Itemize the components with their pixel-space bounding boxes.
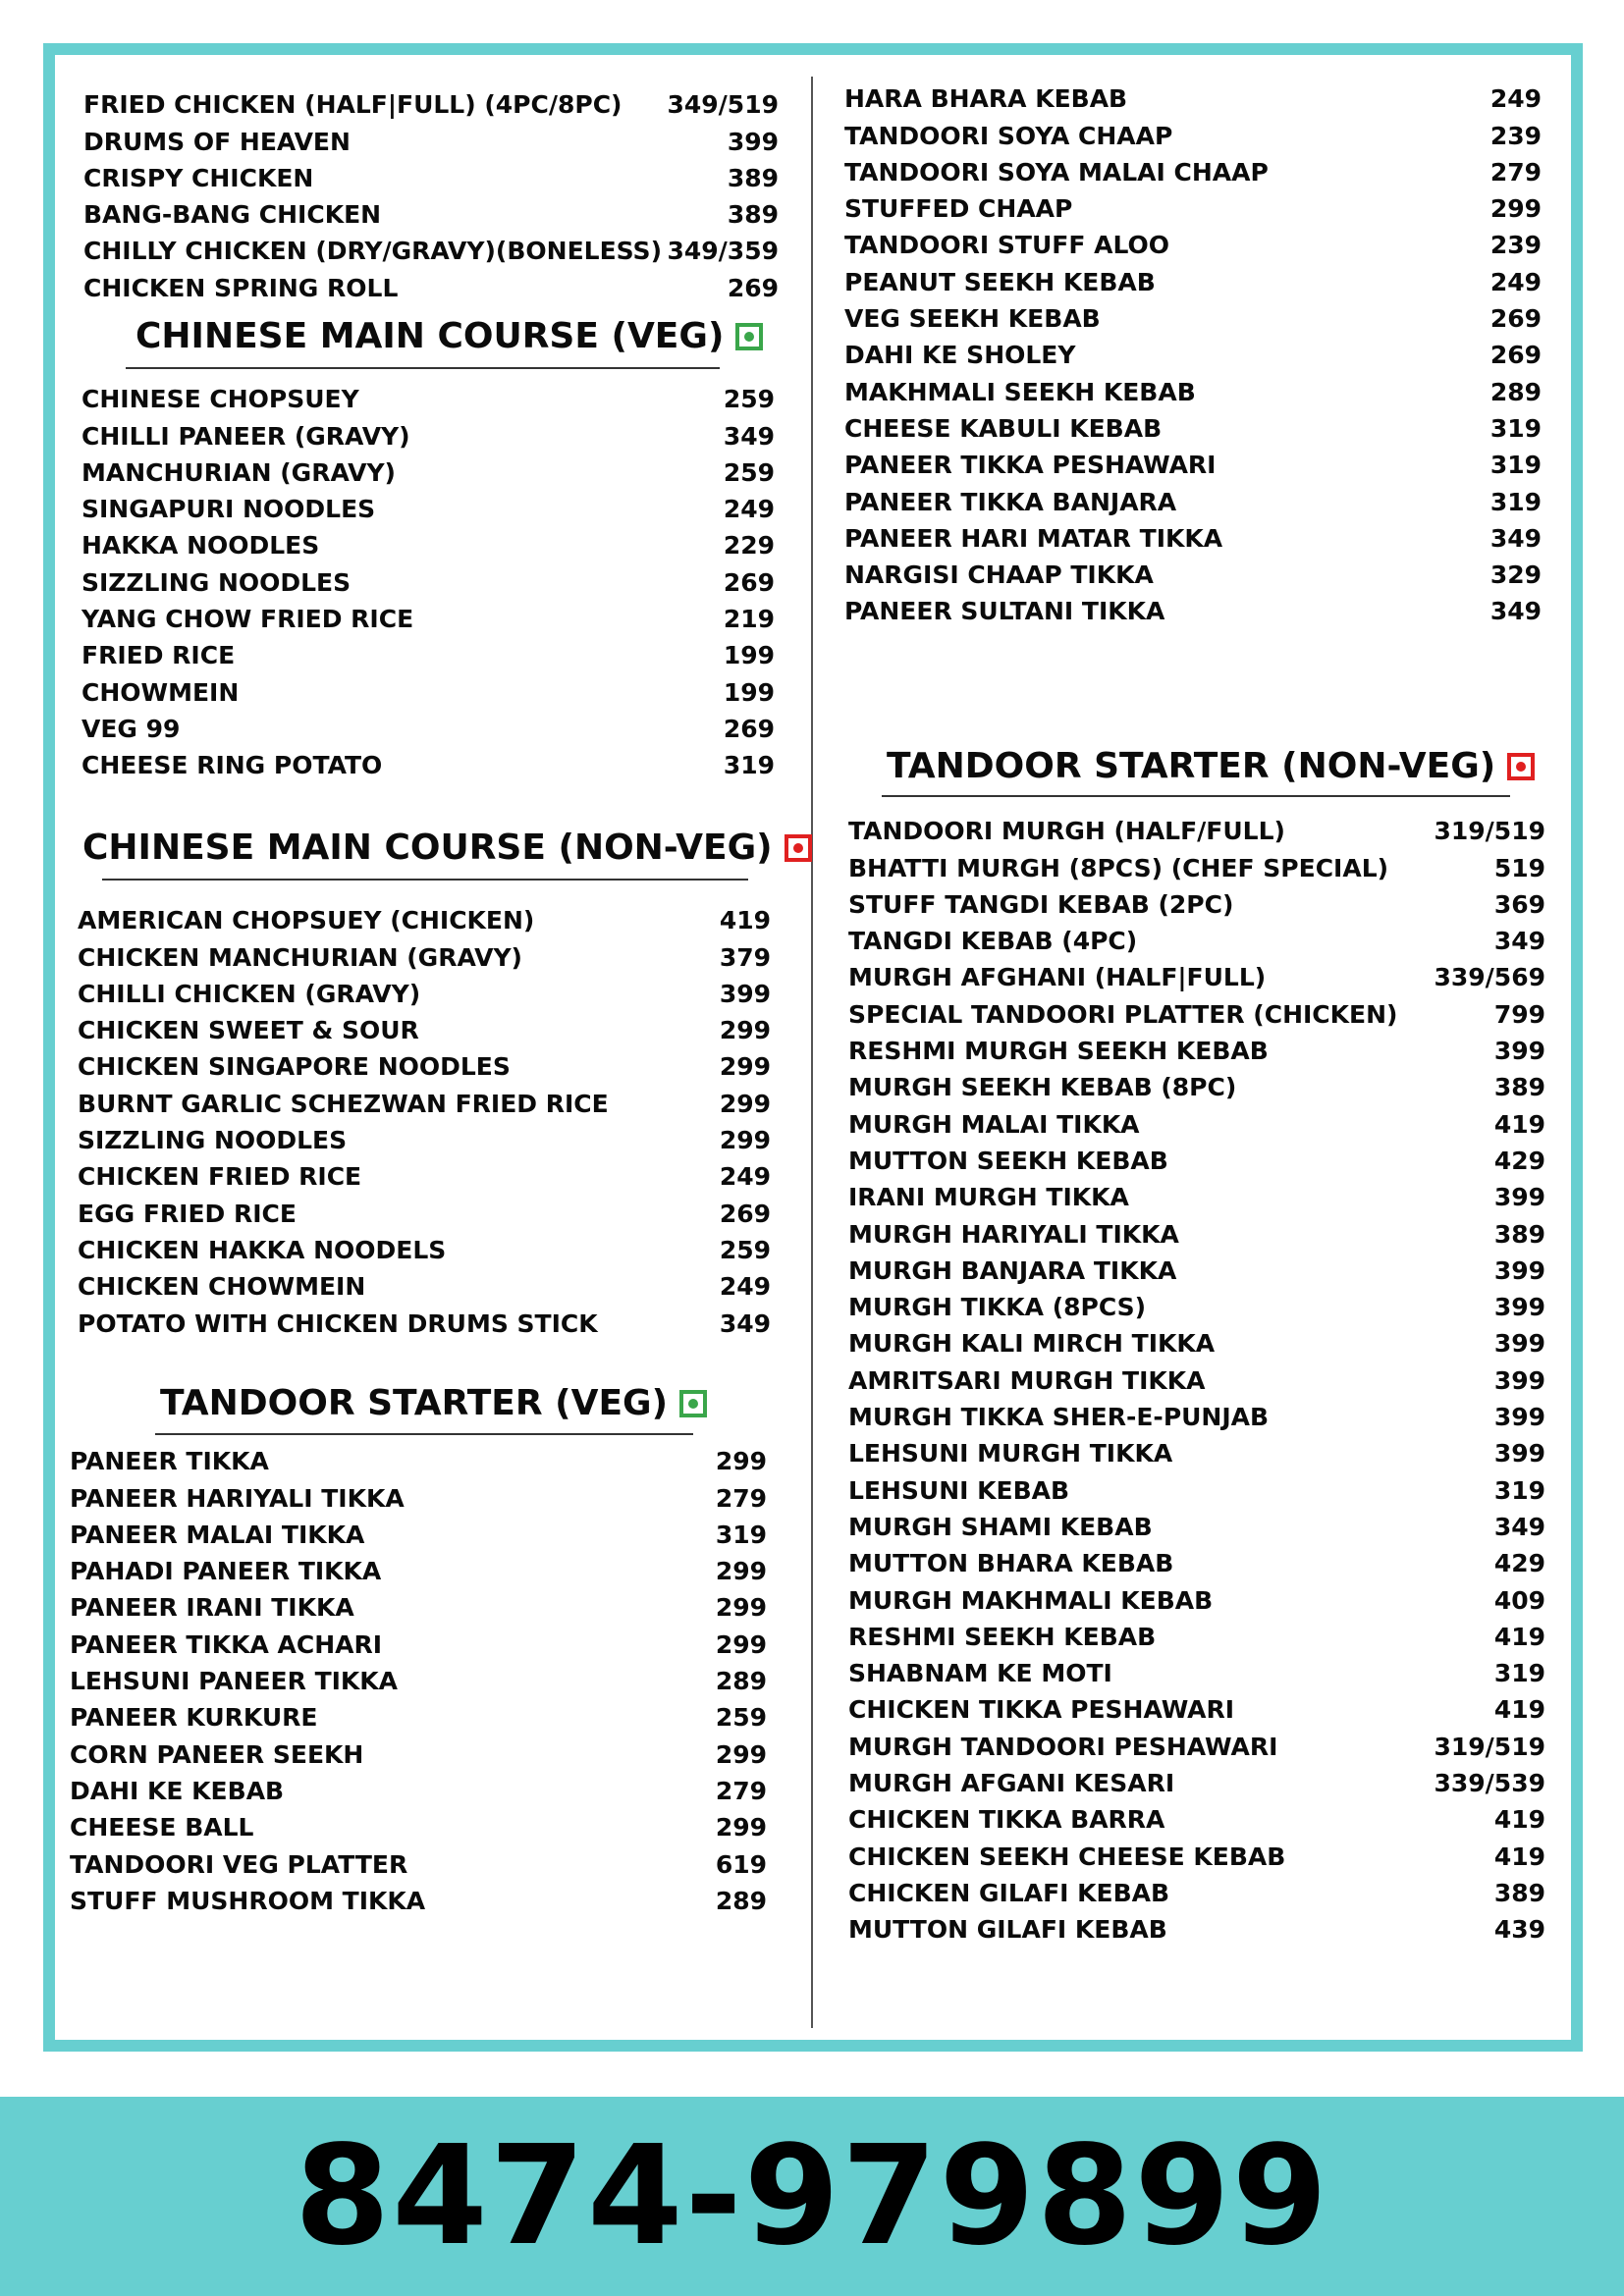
menu-item-row: [81, 597, 775, 633]
menu-item-price: 399: [1493, 1255, 1545, 1285]
menu-item-name: DRUMS OF HEAVEN: [83, 127, 351, 156]
menu-item-price: 319: [1493, 1475, 1545, 1505]
menu-item-price: 419: [1493, 1109, 1545, 1139]
menu-item-price: 259: [723, 385, 775, 414]
menu-item-price: 299: [715, 1557, 767, 1586]
menu-item-name: MANCHURIAN (GRAVY): [81, 457, 396, 487]
menu-item-name: MURGH KALI MIRCH TIKKA: [848, 1329, 1216, 1359]
menu-item-row: [70, 1622, 767, 1658]
menu-item-row: [848, 1358, 1545, 1394]
menu-item-price: 339/569: [1434, 963, 1545, 992]
menu-item-row: [848, 1139, 1545, 1175]
menu-item-name: CHICKEN GILAFI KEBAB: [848, 1878, 1170, 1907]
menu-item-price: 299: [719, 1052, 771, 1082]
menu-item-price: 429: [1493, 1146, 1545, 1175]
menu-item-price: 319/519: [1434, 817, 1545, 846]
menu-item-row: [848, 1907, 1545, 1944]
menu-item-row: [844, 443, 1542, 479]
chinese-nonveg-items: [78, 898, 771, 1338]
menu-item-price: 799: [1493, 999, 1545, 1029]
menu-item-name: PANEER TIKKA ACHARI: [70, 1629, 383, 1659]
menu-item-price: 519: [1493, 853, 1545, 882]
menu-item-price: 289: [715, 1886, 767, 1915]
menu-item-row: [83, 229, 779, 265]
menu-item-row: [78, 972, 771, 1008]
menu-item-row: [848, 1687, 1545, 1724]
menu-item-price: 419: [1493, 1622, 1545, 1651]
menu-item-name: STUFF MUSHROOM TIKKA: [70, 1886, 426, 1915]
menu-item-name: LEHSUNI KEBAB: [848, 1475, 1070, 1505]
menu-item-name: CHICKEN FRIED RICE: [78, 1162, 362, 1192]
menu-item-row: [81, 451, 775, 487]
section-underline: [102, 879, 748, 881]
menu-item-row: [848, 1761, 1545, 1797]
menu-item-price: 349/359: [667, 237, 779, 266]
menu-item-row: [70, 1549, 767, 1585]
menu-item-price: 259: [719, 1235, 771, 1264]
menu-item-name: PANEER SULTANI TIKKA: [844, 597, 1165, 626]
menu-item-row: [70, 1475, 767, 1512]
menu-item-price: 299: [719, 1016, 771, 1045]
menu-item-name: DAHI KE KEBAB: [70, 1776, 285, 1805]
menu-item-price: 389: [1493, 1878, 1545, 1907]
menu-item-price: 319: [1489, 413, 1542, 443]
menu-item-row: [844, 150, 1542, 187]
menu-item-price: 239: [1489, 231, 1542, 260]
menu-item-price: 269: [1489, 341, 1542, 370]
menu-item-name: MURGH BANJARA TIKKA: [848, 1255, 1177, 1285]
menu-item-row: [78, 1008, 771, 1044]
menu-item-price: 229: [723, 531, 775, 561]
menu-item-name: BANG-BANG CHICKEN: [83, 200, 382, 230]
menu-item-price: 299: [715, 1447, 767, 1476]
menu-item-row: [848, 809, 1545, 845]
menu-item-price: 299: [715, 1739, 767, 1769]
menu-item-name: SPECIAL TANDOORI PLATTER (CHICKEN): [848, 999, 1398, 1029]
menu-item-name: PANEER TIKKA PESHAWARI: [844, 451, 1217, 480]
menu-item-name: TANDOORI STUFF ALOO: [844, 231, 1170, 260]
menu-item-name: MUTTON BHARA KEBAB: [848, 1549, 1174, 1578]
menu-item-price: 389: [1493, 1073, 1545, 1102]
menu-item-row: [83, 265, 779, 301]
menu-item-price: 399: [1493, 1329, 1545, 1359]
menu-item-row: [70, 1513, 767, 1549]
section-underline: [882, 795, 1510, 797]
menu-item-name: AMRITSARI MURGH TIKKA: [848, 1365, 1206, 1395]
menu-item-price: 299: [719, 1126, 771, 1155]
menu-item-name: CHICKEN SWEET & SOUR: [78, 1016, 419, 1045]
menu-item-price: 399: [727, 127, 779, 156]
menu-item-row: [848, 1468, 1545, 1504]
section-underline: [126, 367, 720, 369]
menu-item-row: [848, 991, 1545, 1028]
menu-item-price: 319: [723, 751, 775, 780]
menu-item-name: CHICKEN TIKKA PESHAWARI: [848, 1695, 1235, 1725]
menu-item-price: 349: [1489, 523, 1542, 553]
menu-item-name: CHICKEN TIKKA BARRA: [848, 1805, 1165, 1835]
menu-item-price: 289: [1489, 377, 1542, 406]
menu-item-price: 319: [1493, 1659, 1545, 1688]
menu-item-name: VEG SEEKH KEBAB: [844, 304, 1101, 334]
menu-item-row: [848, 1211, 1545, 1248]
menu-item-name: LEHSUNI PANEER TIKKA: [70, 1667, 399, 1696]
menu-item-name: PANEER TIKKA: [70, 1447, 269, 1476]
menu-item-row: [848, 1797, 1545, 1834]
menu-item-row: [844, 259, 1542, 295]
menu-item-name: MAKHMALI SEEKH KEBAB: [844, 377, 1196, 406]
menu-item-name: CHEESE KABULI KEBAB: [844, 413, 1163, 443]
menu-item-price: 269: [723, 567, 775, 597]
menu-item-name: CHEESE BALL: [70, 1813, 254, 1842]
section-title-chinese-nonveg: [82, 828, 812, 868]
menu-item-price: 419: [1493, 1842, 1545, 1871]
menu-item-price: 439: [1493, 1915, 1545, 1945]
section-title-text: CHINESE MAIN COURSE (VEG): [135, 316, 725, 356]
menu-item-price: 349/519: [667, 90, 779, 120]
menu-item-row: [83, 156, 779, 192]
menu-item-row: [844, 113, 1542, 149]
menu-item-row: [848, 882, 1545, 919]
menu-item-row: [848, 1541, 1545, 1577]
menu-item-row: [848, 955, 1545, 991]
menu-item-name: CHICKEN SPRING ROLL: [83, 273, 399, 302]
menu-item-name: FRIED RICE: [81, 641, 236, 670]
menu-item-row: [844, 333, 1542, 369]
menu-item-price: 279: [715, 1776, 767, 1805]
menu-item-row: [844, 187, 1542, 223]
menu-item-row: [848, 1615, 1545, 1651]
menu-item-price: 299: [715, 1813, 767, 1842]
menu-item-price: 409: [1493, 1585, 1545, 1615]
menu-item-price: 369: [1493, 889, 1545, 919]
menu-item-row: [78, 1081, 771, 1117]
menu-item-row: [848, 1065, 1545, 1101]
menu-item-row: [70, 1842, 767, 1878]
menu-item-name: PANEER IRANI TIKKA: [70, 1593, 354, 1623]
footer-band: [0, 2097, 1624, 2296]
menu-item-name: BHATTI MURGH (8PCS) (CHEF SPECIAL): [848, 853, 1389, 882]
menu-item-price: 199: [723, 641, 775, 670]
menu-item-price: 299: [1489, 194, 1542, 224]
menu-item-name: SIZZLING NOODLES: [78, 1126, 348, 1155]
menu-item-name: PEANUT SEEKH KEBAB: [844, 267, 1156, 296]
menu-item-price: 379: [719, 942, 771, 972]
menu-item-name: BURNT GARLIC SCHEZWAN FRIED RICE: [78, 1089, 609, 1118]
menu-item-row: [844, 296, 1542, 333]
menu-item-row: [70, 1439, 767, 1475]
menu-item-name: MURGH TANDOORI PESHAWARI: [848, 1732, 1278, 1761]
menu-item-row: [844, 223, 1542, 259]
menu-item-name: EGG FRIED RICE: [78, 1199, 297, 1228]
menu-item-row: [81, 633, 775, 669]
menu-item-price: 399: [1493, 1439, 1545, 1468]
menu-item-row: [81, 669, 775, 706]
menu-item-row: [70, 1769, 767, 1805]
tandoor-nonveg-items: [848, 809, 1545, 1944]
menu-item-name: AMERICAN CHOPSUEY (CHICKEN): [78, 906, 535, 935]
menu-item-name: POTATO WITH CHICKEN DRUMS STICK: [78, 1308, 598, 1338]
menu-item-name: CHICKEN CHOWMEIN: [78, 1272, 366, 1302]
menu-item-row: [844, 77, 1542, 113]
menu-item-name: PANEER TIKKA BANJARA: [844, 487, 1177, 516]
menu-item-row: [848, 1249, 1545, 1285]
menu-item-row: [848, 1871, 1545, 1907]
menu-item-price: 419: [1493, 1805, 1545, 1835]
menu-item-price: 239: [1489, 121, 1542, 150]
menu-item-name: PAHADI PANEER TIKKA: [70, 1557, 382, 1586]
menu-item-price: 259: [715, 1703, 767, 1733]
menu-item-row: [78, 1118, 771, 1154]
menu-item-price: 249: [719, 1162, 771, 1192]
menu-item-row: [848, 1577, 1545, 1614]
menu-item-name: MURGH TIKKA SHER-E-PUNJAB: [848, 1403, 1270, 1432]
menu-item-price: 389: [727, 163, 779, 192]
menu-item-name: MUTTON GILAFI KEBAB: [848, 1915, 1167, 1945]
menu-item-row: [844, 553, 1542, 589]
menu-item-price: 419: [719, 906, 771, 935]
menu-item-price: 349: [1493, 927, 1545, 956]
section-title-text: CHINESE MAIN COURSE (NON-VEG): [82, 828, 773, 868]
menu-item-price: 269: [723, 714, 775, 743]
menu-item-price: 329: [1489, 561, 1542, 590]
menu-item-row: [78, 934, 771, 971]
menu-item-price: 249: [723, 495, 775, 524]
menu-item-name: CHICKEN SEEKH CHEESE KEBAB: [848, 1842, 1286, 1871]
section-title-tandoor-nonveg: [887, 746, 1535, 786]
menu-item-price: 269: [719, 1199, 771, 1228]
menu-item-price: 279: [1489, 157, 1542, 187]
menu-item-price: 419: [1493, 1695, 1545, 1725]
menu-item-row: [848, 1101, 1545, 1138]
menu-item-name: CHILLI CHICKEN (GRAVY): [78, 979, 421, 1008]
menu-item-row: [81, 487, 775, 523]
menu-item-price: 399: [719, 979, 771, 1008]
menu-item-name: TANDOORI SOYA CHAAP: [844, 121, 1173, 150]
menu-item-row: [848, 1285, 1545, 1321]
menu-item-price: 279: [715, 1483, 767, 1513]
menu-item-price: 399: [1493, 1293, 1545, 1322]
menu-item-name: MURGH MAKHMALI KEBAB: [848, 1585, 1214, 1615]
menu-item-name: STUFFED CHAAP: [844, 194, 1073, 224]
menu-item-price: 399: [1493, 1037, 1545, 1066]
menu-item-name: IRANI MURGH TIKKA: [848, 1183, 1129, 1212]
menu-item-price: 289: [715, 1667, 767, 1696]
menu-item-price: 389: [727, 200, 779, 230]
menu-item-price: 299: [719, 1089, 771, 1118]
left-top-items: [83, 82, 779, 302]
menu-item-price: 399: [1493, 1365, 1545, 1395]
menu-item-price: 269: [1489, 304, 1542, 334]
menu-item-name: SIZZLING NOODLES: [81, 567, 352, 597]
menu-item-name: VEG 99: [81, 714, 181, 743]
menu-item-name: TANDOORI MURGH (HALF/FULL): [848, 817, 1285, 846]
menu-item-row: [844, 369, 1542, 405]
menu-item-name: CHICKEN MANCHURIAN (GRAVY): [78, 942, 522, 972]
menu-item-price: 199: [723, 677, 775, 707]
menu-item-price: 349: [723, 421, 775, 451]
menu-item-name: SHABNAM KE MOTI: [848, 1659, 1112, 1688]
menu-item-row: [78, 1264, 771, 1301]
menu-item-row: [848, 1321, 1545, 1358]
menu-item-row: [848, 1724, 1545, 1760]
menu-item-name: CHINESE CHOPSUEY: [81, 385, 359, 414]
veg-mark-icon: [735, 323, 763, 350]
right-top-items: [844, 77, 1542, 625]
menu-item-price: 319: [715, 1520, 767, 1549]
menu-item-name: STUFF TANGDI KEBAB (2PC): [848, 889, 1234, 919]
menu-item-price: 349: [1489, 597, 1542, 626]
menu-item-name: CHICKEN SINGAPORE NOODLES: [78, 1052, 511, 1082]
menu-item-row: [78, 1044, 771, 1081]
menu-item-price: 339/539: [1434, 1769, 1545, 1798]
menu-item-price: 319/519: [1434, 1732, 1545, 1761]
menu-item-name: PANEER HARI MATAR TIKKA: [844, 523, 1223, 553]
menu-item-price: 259: [723, 457, 775, 487]
tandoor-veg-items: [70, 1439, 767, 1915]
menu-item-row: [70, 1585, 767, 1622]
menu-item-row: [70, 1805, 767, 1842]
section-title-text: TANDOOR STARTER (NON-VEG): [887, 746, 1496, 786]
menu-item-row: [70, 1879, 767, 1915]
menu-item-price: 429: [1493, 1549, 1545, 1578]
menu-item-price: 389: [1493, 1219, 1545, 1249]
menu-item-row: [78, 1154, 771, 1191]
menu-item-price: 299: [715, 1629, 767, 1659]
section-underline: [155, 1433, 693, 1435]
menu-item-price: 299: [715, 1593, 767, 1623]
menu-item-row: [848, 1175, 1545, 1211]
menu-item-name: PANEER HARIYALI TIKKA: [70, 1483, 405, 1513]
menu-item-name: CHICKEN HAKKA NOODELS: [78, 1235, 447, 1264]
menu-item-row: [844, 406, 1542, 443]
menu-item-name: RESHMI SEEKH KEBAB: [848, 1622, 1157, 1651]
menu-item-row: [848, 1834, 1545, 1870]
menu-item-row: [81, 377, 775, 413]
menu-item-name: PANEER KURKURE: [70, 1703, 318, 1733]
menu-item-name: YANG CHOW FRIED RICE: [81, 605, 414, 634]
menu-item-row: [848, 919, 1545, 955]
menu-item-price: 249: [1489, 84, 1542, 114]
menu-item-price: 219: [723, 605, 775, 634]
section-title-tandoor-veg: [160, 1383, 707, 1423]
nonveg-mark-icon: [785, 834, 812, 862]
section-title-text: TANDOOR STARTER (VEG): [160, 1383, 669, 1423]
menu-item-row: [81, 413, 775, 450]
menu-item-price: 349: [719, 1308, 771, 1338]
menu-item-name: FRIED CHICKEN (HALF|FULL) (4PC/8PC): [83, 90, 623, 120]
menu-item-name: MURGH SEEKH KEBAB (8PC): [848, 1073, 1237, 1102]
menu-item-row: [70, 1659, 767, 1695]
menu-item-price: 269: [727, 273, 779, 302]
menu-item-row: [78, 898, 771, 934]
menu-item-row: [848, 845, 1545, 881]
menu-item-name: MURGH AFGANI KESARI: [848, 1769, 1175, 1798]
menu-item-name: HARA BHARA KEBAB: [844, 84, 1128, 114]
menu-item-name: CHILLI PANEER (GRAVY): [81, 421, 410, 451]
menu-item-price: 319: [1489, 487, 1542, 516]
chinese-veg-items: [81, 377, 775, 779]
menu-item-price: 399: [1493, 1183, 1545, 1212]
menu-item-row: [844, 589, 1542, 625]
menu-item-name: MURGH SHAMI KEBAB: [848, 1512, 1153, 1541]
menu-item-row: [78, 1191, 771, 1227]
menu-item-row: [83, 192, 779, 229]
menu-item-row: [70, 1695, 767, 1732]
menu-item-name: CHOWMEIN: [81, 677, 240, 707]
menu-item-row: [844, 516, 1542, 553]
menu-item-name: PANEER MALAI TIKKA: [70, 1520, 365, 1549]
menu-item-name: CORN PANEER SEEKH: [70, 1739, 364, 1769]
menu-item-row: [78, 1228, 771, 1264]
menu-item-row: [844, 479, 1542, 515]
menu-item-row: [81, 707, 775, 743]
menu-item-price: 249: [1489, 267, 1542, 296]
menu-item-name: MURGH MALAI TIKKA: [848, 1109, 1140, 1139]
menu-item-name: MURGH TIKKA (8PCS): [848, 1293, 1147, 1322]
menu-item-name: CHEESE RING POTATO: [81, 751, 383, 780]
phone-number[interactable]: 8474-979899: [294, 2116, 1330, 2276]
section-title-chinese-veg: [135, 316, 763, 356]
menu-item-price: 399: [1493, 1403, 1545, 1432]
menu-item-name: MURGH HARIYALI TIKKA: [848, 1219, 1179, 1249]
menu-item-name: TANDOORI SOYA MALAI CHAAP: [844, 157, 1269, 187]
menu-item-row: [70, 1732, 767, 1768]
menu-item-row: [848, 1431, 1545, 1468]
column-divider: [811, 77, 813, 2028]
menu-item-price: 249: [719, 1272, 771, 1302]
menu-item-name: SINGAPURI NOODLES: [81, 495, 376, 524]
nonveg-mark-icon: [1507, 753, 1535, 780]
menu-item-name: MUTTON SEEKH KEBAB: [848, 1146, 1168, 1175]
menu-item-name: CRISPY CHICKEN: [83, 163, 314, 192]
menu-item-price: 349: [1493, 1512, 1545, 1541]
menu-item-row: [81, 560, 775, 596]
menu-item-name: RESHMI MURGH SEEKH KEBAB: [848, 1037, 1269, 1066]
menu-item-row: [848, 1651, 1545, 1687]
menu-item-row: [81, 743, 775, 779]
menu-item-price: 319: [1489, 451, 1542, 480]
veg-mark-icon: [679, 1390, 707, 1417]
menu-item-name: LEHSUNI MURGH TIKKA: [848, 1439, 1173, 1468]
menu-item-name: NARGISI CHAAP TIKKA: [844, 561, 1154, 590]
menu-item-row: [81, 523, 775, 560]
menu-item-price: 619: [715, 1849, 767, 1879]
menu-item-row: [848, 1395, 1545, 1431]
menu-item-name: TANGDI KEBAB (4PC): [848, 927, 1138, 956]
menu-item-row: [848, 1029, 1545, 1065]
menu-item-row: [78, 1301, 771, 1337]
menu-item-row: [83, 119, 779, 155]
menu-item-name: DAHI KE SHOLEY: [844, 341, 1076, 370]
menu-item-row: [848, 1505, 1545, 1541]
menu-item-name: HAKKA NOODLES: [81, 531, 320, 561]
menu-item-name: CHILLY CHICKEN (DRY/GRAVY)(BONELESS): [83, 237, 662, 266]
menu-item-row: [83, 82, 779, 119]
menu-item-name: TANDOORI VEG PLATTER: [70, 1849, 408, 1879]
menu-item-name: MURGH AFGHANI (HALF|FULL): [848, 963, 1267, 992]
